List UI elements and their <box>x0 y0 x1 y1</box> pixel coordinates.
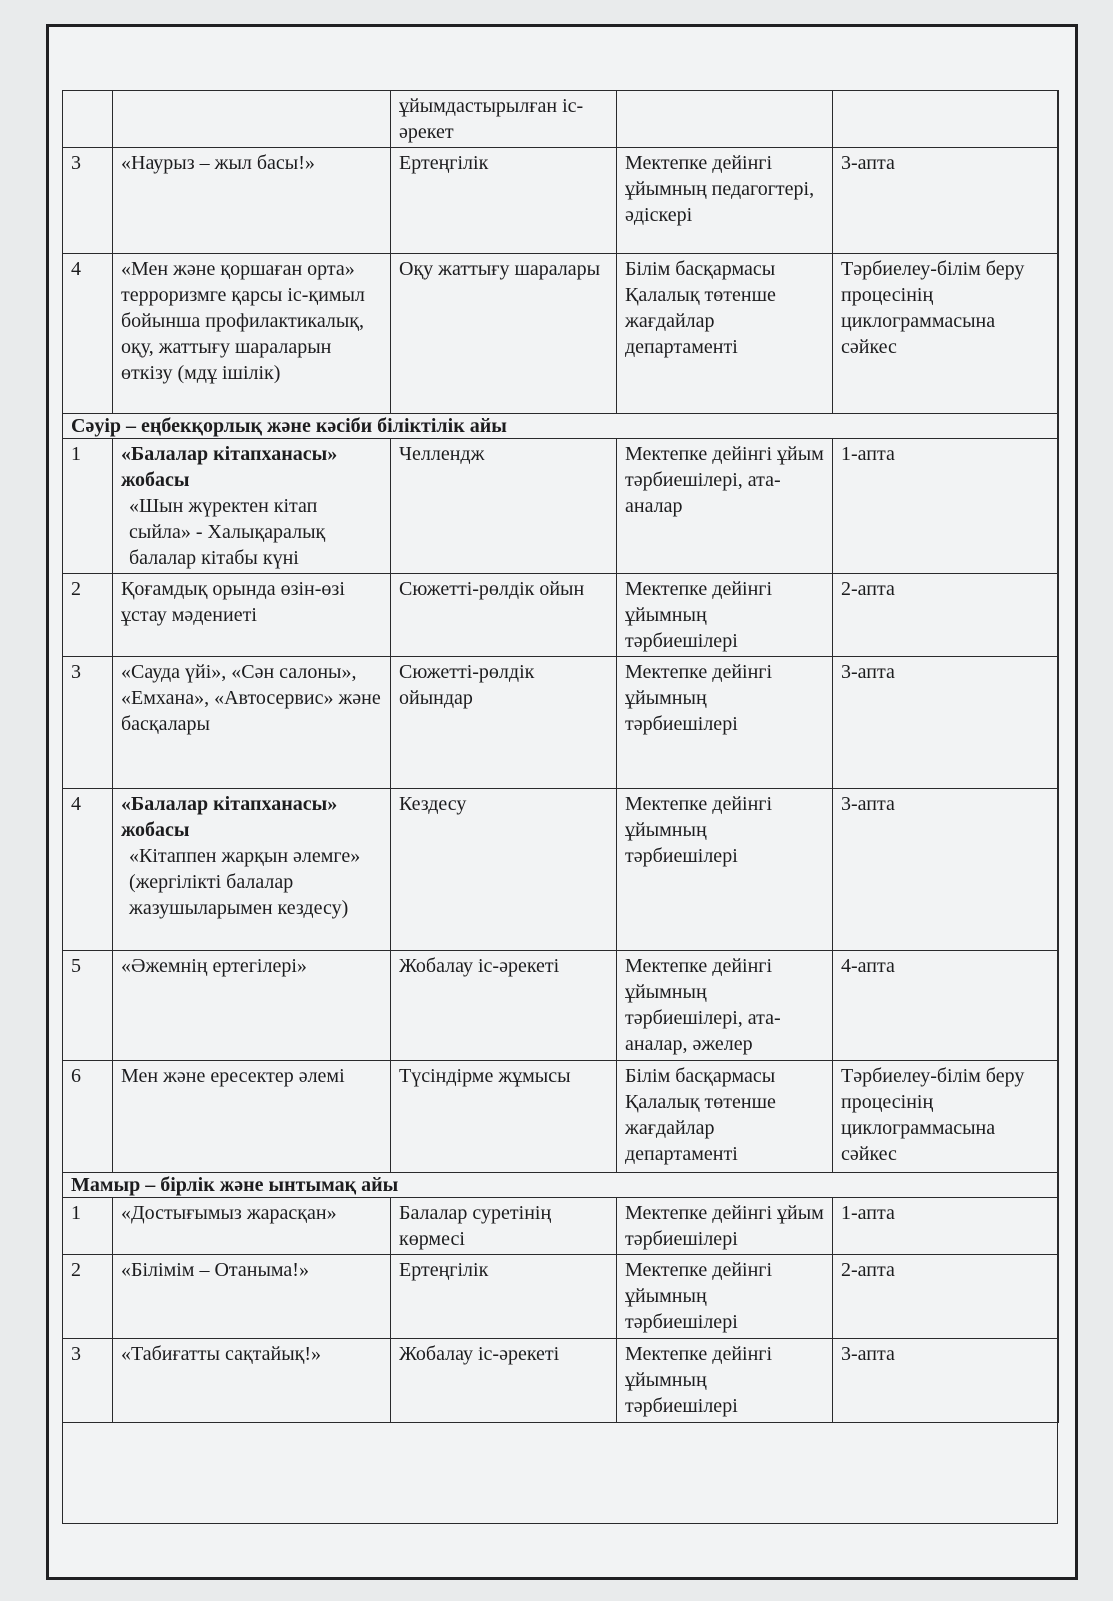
term: 3-апта <box>833 1339 1059 1423</box>
table-row <box>63 439 1059 574</box>
row-number: 2 <box>63 1255 113 1339</box>
table-row <box>63 1198 1059 1255</box>
event-form: ұйымдастырылған іс-әрекет <box>391 91 617 148</box>
term: 3-апта <box>833 657 1059 789</box>
plan-table <box>62 90 1059 1423</box>
event-name: «Табиғатты сақтайық!» <box>113 1339 391 1423</box>
event-form: Кездесу <box>391 789 617 951</box>
event-name: Мен және ересектер әлемі <box>113 1061 391 1173</box>
row-number: 2 <box>63 574 113 657</box>
event-form: Сюжетті-рөлдік ойын <box>391 574 617 657</box>
term: Тәрбиелеу-білім беру процесінің циклограммасына сәйкес <box>833 1061 1059 1173</box>
term: 3-апта <box>833 148 1059 254</box>
responsible: Мектепке дейінгі ұйымның тәрбиешілері <box>617 789 833 951</box>
event-name: «Достығымыз жарасқан» <box>113 1198 391 1255</box>
event-name: Қоғамдық орында өзін-өзі ұстау мәдениеті <box>113 574 391 657</box>
table-row <box>63 1061 1059 1173</box>
event-name: «Білімім – Отаныма!» <box>113 1255 391 1339</box>
term: 3-апта <box>833 789 1059 951</box>
responsible: Мектепке дейінгі ұйым тәрбиешілері <box>617 1198 833 1255</box>
table-row <box>63 91 1059 148</box>
row-number: 3 <box>63 657 113 789</box>
responsible <box>617 91 833 148</box>
row-number: 1 <box>63 439 113 574</box>
event-name: «Шын жүректен кітап сыйла» - Халықаралық балалар кітабы күні <box>129 495 326 569</box>
project-title: «Балалар кітапханасы» жобасы <box>121 443 338 491</box>
term: 1-апта <box>833 439 1059 574</box>
responsible: Мектепке дейінгі ұйымның тәрбиешілері <box>617 574 833 657</box>
event-name: «Әжемнің ертегілері» <box>113 951 391 1061</box>
event-cell <box>113 439 391 574</box>
table-row <box>63 657 1059 789</box>
event-form: Ертеңгілік <box>391 1255 617 1339</box>
section-header-row <box>63 1173 1059 1198</box>
row-number: 4 <box>63 254 113 414</box>
responsible: Мектепке дейінгі ұйым тәрбиешілері, ата-аналар <box>617 439 833 574</box>
section-title: Мамыр – бірлік және ынтымақ айы <box>63 1173 1059 1198</box>
event-cell <box>113 789 391 951</box>
term: 2-апта <box>833 1255 1059 1339</box>
section-header-row <box>63 414 1059 439</box>
table-row <box>63 789 1059 951</box>
term: Тәрбиелеу-білім беру процесінің циклограммасына сәйкес <box>833 254 1059 414</box>
table-row <box>63 1339 1059 1423</box>
term: 4-апта <box>833 951 1059 1061</box>
row-number: 3 <box>63 1339 113 1423</box>
event-form: Сюжетті-рөлдік ойындар <box>391 657 617 789</box>
event-form: Жобалау іс-әрекеті <box>391 1339 617 1423</box>
table-row <box>63 574 1059 657</box>
event-form: Оқу жаттығу шаралары <box>391 254 617 414</box>
responsible: Мектепке дейінгі ұйымның тәрбиешілері <box>617 1255 833 1339</box>
responsible: Мектепке дейінгі ұйымның тәрбиешілері <box>617 657 833 789</box>
row-number: 1 <box>63 1198 113 1255</box>
row-number: 3 <box>63 148 113 254</box>
table-row <box>63 951 1059 1061</box>
event-form: Челлендж <box>391 439 617 574</box>
responsible: Білім басқармасы Қалалық төтенше жағдайлар департаменті <box>617 1061 833 1173</box>
event-form: Түсіндірме жұмысы <box>391 1061 617 1173</box>
event-form: Балалар суретінің көрмесі <box>391 1198 617 1255</box>
responsible: Мектепке дейінгі ұйымның педагогтері, әдіскері <box>617 148 833 254</box>
responsible: Білім басқармасы Қалалық төтенше жағдайлар департаменті <box>617 254 833 414</box>
term: 1-апта <box>833 1198 1059 1255</box>
event-form: Жобалау іс-әрекеті <box>391 951 617 1061</box>
row-number: 6 <box>63 1061 113 1173</box>
row-number: 4 <box>63 789 113 951</box>
event-form: Ертеңгілік <box>391 148 617 254</box>
row-number <box>63 91 113 148</box>
event-name <box>113 91 391 148</box>
table-row <box>63 148 1059 254</box>
term: 2-апта <box>833 574 1059 657</box>
event-name: «Наурыз – жыл басы!» <box>113 148 391 254</box>
term <box>833 91 1059 148</box>
event-name: «Кітаппен жарқын әлемге» (жергілікті балалар жазушыларымен кездесу) <box>129 845 361 919</box>
section-title: Сәуір – еңбекқорлық және кәсіби біліктілік айы <box>63 414 1059 439</box>
project-title: «Балалар кітапханасы» жобасы <box>121 793 338 841</box>
row-number: 5 <box>63 951 113 1061</box>
event-name: «Сауда үйі», «Сән салоны», «Емхана», «Автосервис» және басқалары <box>113 657 391 789</box>
event-name: «Мен және қоршаған орта» терроризмге қарсы іс-қимыл бойынша профилактикалық, оқу, жаттығу шараларын өткізу (мдұ ішілік) <box>113 254 391 414</box>
table-row <box>63 254 1059 414</box>
responsible: Мектепке дейінгі ұйымның тәрбиешілері <box>617 1339 833 1423</box>
table-row <box>63 1255 1059 1339</box>
responsible: Мектепке дейінгі ұйымның тәрбиешілері, ата-аналар, әжелер <box>617 951 833 1061</box>
